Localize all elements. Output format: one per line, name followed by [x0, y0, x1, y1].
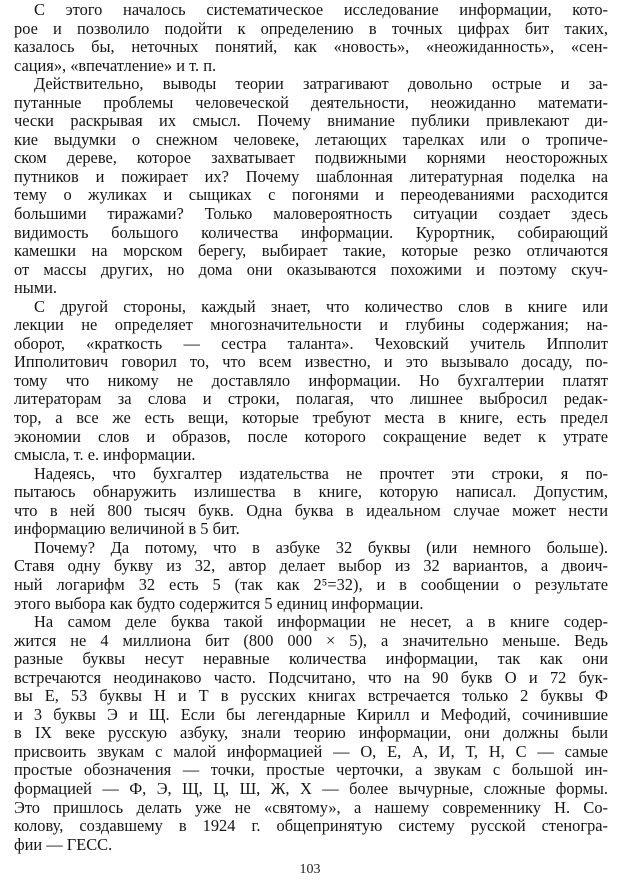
text-line: в IX веке русскую азбуку, знали теорию информации, они должны были [14, 724, 608, 743]
text-line: тор, а все же есть вещи, которые требуют места в книге, есть предел [14, 409, 608, 428]
text-line: колову, создавшему в 1924 г. общепринятую систему русской стеногра- [14, 817, 608, 836]
text-line: простые обозначения — точки, простые черточки, а звукам с большой ин- [14, 761, 608, 780]
text-line: С другой стороны, каждый знает, что количество слов в книге или [34, 297, 608, 316]
text-line: большими тиражами? Только маловероятность ситуации создает здесь [14, 205, 608, 224]
text-line: С этого началось систематическое исследование информации, кото- [34, 1, 608, 19]
text-line: этого выбора как будто содержится 5 единиц информации. [14, 594, 424, 613]
text-line: от массы других, но дома они оказываются похожими и поэтому скуч- [14, 260, 608, 279]
text-line: оборот, «краткость — сестра таланта». Чеховский учитель Ипполит [14, 334, 608, 353]
text-line: Ипполитович говорил то, что всем известно, и это вызывало досаду, по- [14, 353, 608, 372]
text-line: лекции не определяет многозначительности и глубины содержания; на- [14, 316, 608, 335]
text-line: казалось бы, неточных понятий, как «новость», «неожиданность», «сен- [14, 38, 608, 57]
text-line: разные буквы несут неравные количества информации, так как они [14, 650, 608, 669]
text-line: присвоить звукам с малой информацией — О, Е, А, И, Т, Н, С — самые [14, 742, 608, 761]
text-line: кие выдумки о снежном человеке, летающих тарелках или о тропиче- [14, 130, 608, 149]
text-line: сация», «впечатление» и т. п. [14, 56, 217, 75]
text-line: что в ней 800 тысяч букв. Одна буква в идеальном случае может нести [14, 501, 608, 520]
text-line: видимость большого количества информации. Курортник, собирающий [14, 223, 608, 242]
text-line: вы Е, 53 буквы Н и Т в русских книгах встречается только 2 буквы Ф [14, 687, 608, 706]
text-line: Это пришлось делать уже не «святому», а нашему современнику Н. Со- [14, 798, 608, 817]
text-line: ный логарифм 32 есть 5 (так как 2⁵=32), и в сообщении о результате [14, 575, 608, 594]
text-line: информацию величиной в 5 бит. [14, 520, 240, 539]
page-number: 103 [299, 862, 321, 877]
text-line: пытаюсь обнаружить излишества в книге, которую написал. Допустим, [14, 483, 608, 502]
text-line: экономии слов и образов, после которого сокращение ведет к утрате [14, 427, 608, 446]
text-line: Ставя одну букву из 32, автор делает выбор из 32 вариантов, а двоич- [14, 557, 608, 576]
text-line: фии — ГЕСС. [14, 835, 113, 854]
text-line: жится не 4 миллиона бит (800 000 × 5), а значительно меньше. Ведь [14, 631, 608, 650]
text-line: и 3 буквы Э и Щ. Если бы легендарные Кирилл и Мефодий, сочинившие [14, 705, 608, 724]
text-line: смысла, т. е. информации. [14, 446, 196, 465]
text-line: ными. [14, 279, 58, 298]
text-line: ском дереве, которое захватывает подвижными корнями неосторожных [14, 149, 608, 168]
text-line: Надеясь, что бухгалтер издательства не прочтет эти строки, я по- [34, 464, 608, 483]
text-line: Действительно, выводы теории затрагивают довольно острые и за- [34, 75, 608, 94]
body-text [14, 1, 608, 854]
text-line: Почему? Да потому, что в азбуке 32 буквы (или немного больше). [34, 538, 608, 557]
text-line: путников и пожирает их? Почему шаблонная литературная поделка на [14, 167, 608, 186]
text-line: формацией — Ф, Э, Щ, Ц, Ш, Ж, Х — более вычурные, сложные формы. [14, 779, 608, 798]
text-line: тему о жуликах и сыщиках с погонями и переодеваниями расходится [14, 186, 608, 205]
text-line: чески раскрывая их смысл. Почему внимание публики привлекают ди- [14, 112, 608, 131]
text-line: встречаются неодинаково часто. Подсчитано, что на 90 букв О и 72 бук- [14, 668, 608, 687]
text-line: камешки на морском берегу, выбирает такие, которые резко отличаются [14, 242, 608, 261]
text-line: рое и позволило подойти к определению в точных цифрах бит таких, [14, 19, 608, 38]
text-line: На самом деле буква такой информации не несет, а в книге содер- [34, 613, 608, 632]
text-line: литераторам за слова и строки, полагая, что лишнее выбросил редак- [14, 390, 608, 409]
text-line: тому что никому не доставляло информации. Но бухгалтерии платят [14, 371, 608, 390]
text-line: путанные проблемы человеческой деятельности, неожиданно математи- [14, 93, 608, 112]
